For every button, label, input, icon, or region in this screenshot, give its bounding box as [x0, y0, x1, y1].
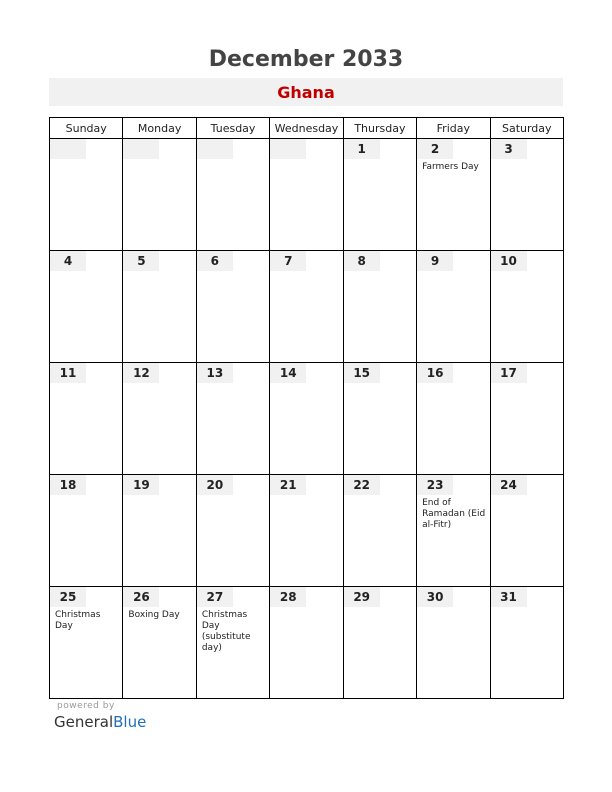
brand-name-blue: Blue — [113, 713, 147, 731]
day-number: 7 — [270, 251, 306, 271]
day-cell[interactable] — [490, 139, 563, 251]
day-number: 11 — [50, 363, 86, 383]
day-number: 14 — [270, 363, 306, 383]
weekday-saturday: Saturday — [490, 118, 563, 139]
day-cell[interactable] — [343, 363, 416, 475]
day-cell[interactable] — [270, 363, 343, 475]
weekday-monday: Monday — [123, 118, 196, 139]
weekday-thursday: Thursday — [343, 118, 416, 139]
day-number: 4 — [50, 251, 86, 271]
holiday-label: Christmas Day — [55, 610, 101, 631]
country-banner — [49, 78, 563, 106]
day-cell[interactable] — [490, 363, 563, 475]
holiday-label: Farmers Day — [422, 162, 479, 172]
day-cell[interactable] — [270, 251, 343, 363]
day-number: 2 — [417, 139, 453, 159]
holiday-label: End of Ramadan (Eid al-Fitr) — [422, 498, 486, 530]
day-cell[interactable] — [490, 251, 563, 363]
day-cell[interactable] — [270, 475, 343, 587]
day-number: 13 — [197, 363, 233, 383]
holiday-label: Boxing Day — [128, 610, 180, 620]
day-number: 1 — [344, 139, 380, 159]
day-number: 28 — [270, 587, 306, 607]
day-number: 18 — [50, 475, 86, 495]
day-number: 29 — [344, 587, 380, 607]
day-number: 16 — [417, 363, 453, 383]
day-cell[interactable] — [417, 139, 490, 251]
day-cell[interactable] — [50, 139, 123, 251]
weekday-tuesday: Tuesday — [196, 118, 269, 139]
day-cell[interactable] — [123, 139, 196, 251]
day-cell[interactable] — [50, 251, 123, 363]
day-cell[interactable] — [196, 363, 269, 475]
weekday-sunday: Sunday — [50, 118, 123, 139]
day-cell[interactable] — [417, 475, 490, 587]
day-number: 26 — [123, 587, 159, 607]
day-cell[interactable] — [343, 139, 416, 251]
day-cell[interactable] — [417, 251, 490, 363]
week-row — [50, 363, 564, 475]
day-number: 15 — [344, 363, 380, 383]
calendar-grid — [49, 117, 564, 697]
calendar-title: December 2033 — [208, 47, 404, 72]
brand-name-general: General — [54, 713, 114, 731]
day-number: 20 — [197, 475, 233, 495]
day-number: 23 — [417, 475, 453, 495]
day-cell[interactable] — [196, 475, 269, 587]
calendar-table — [49, 117, 564, 699]
powered-by-label: powered by — [57, 701, 115, 711]
day-cell[interactable] — [50, 475, 123, 587]
day-cell[interactable] — [50, 363, 123, 475]
holiday-label: Christmas Day (substitute day) — [201, 610, 251, 653]
day-cell[interactable] — [343, 251, 416, 363]
day-number: 3 — [491, 139, 527, 159]
week-row — [50, 475, 564, 587]
day-number: 27 — [197, 587, 233, 607]
day-number: 8 — [344, 251, 380, 271]
day-cell[interactable] — [196, 139, 269, 251]
day-number: 9 — [417, 251, 453, 271]
day-cell[interactable] — [490, 475, 563, 587]
day-cell[interactable] — [343, 587, 416, 699]
weekday-wednesday: Wednesday — [270, 118, 343, 139]
day-number: 24 — [491, 475, 527, 495]
day-cell[interactable] — [123, 587, 196, 699]
empty-day-marker — [123, 139, 159, 159]
day-cell[interactable] — [123, 363, 196, 475]
week-row — [50, 251, 564, 363]
empty-day-marker — [270, 139, 306, 159]
day-number: 6 — [197, 251, 233, 271]
empty-day-marker — [50, 139, 86, 159]
day-number: 10 — [491, 251, 527, 271]
day-cell[interactable] — [123, 475, 196, 587]
week-row — [50, 139, 564, 251]
weekday-friday: Friday — [417, 118, 490, 139]
day-number: 22 — [344, 475, 380, 495]
day-number: 17 — [491, 363, 527, 383]
week-row — [50, 587, 564, 699]
day-number: 5 — [123, 251, 159, 271]
day-number: 19 — [123, 475, 159, 495]
brand-logo[interactable] — [54, 713, 146, 731]
day-cell[interactable] — [417, 363, 490, 475]
day-cell[interactable] — [123, 251, 196, 363]
day-number: 31 — [491, 587, 527, 607]
day-number: 21 — [270, 475, 306, 495]
day-cell[interactable] — [490, 587, 563, 699]
day-cell[interactable] — [417, 587, 490, 699]
weekday-header-row — [50, 118, 564, 139]
day-cell[interactable] — [50, 587, 123, 699]
day-cell[interactable] — [196, 251, 269, 363]
empty-day-marker — [197, 139, 233, 159]
day-number: 30 — [417, 587, 453, 607]
day-cell[interactable] — [270, 139, 343, 251]
day-cell[interactable] — [343, 475, 416, 587]
country-name: Ghana — [277, 82, 335, 102]
day-cell[interactable] — [270, 587, 343, 699]
day-cell[interactable] — [196, 587, 269, 699]
day-number: 12 — [123, 363, 159, 383]
day-number: 25 — [50, 587, 86, 607]
